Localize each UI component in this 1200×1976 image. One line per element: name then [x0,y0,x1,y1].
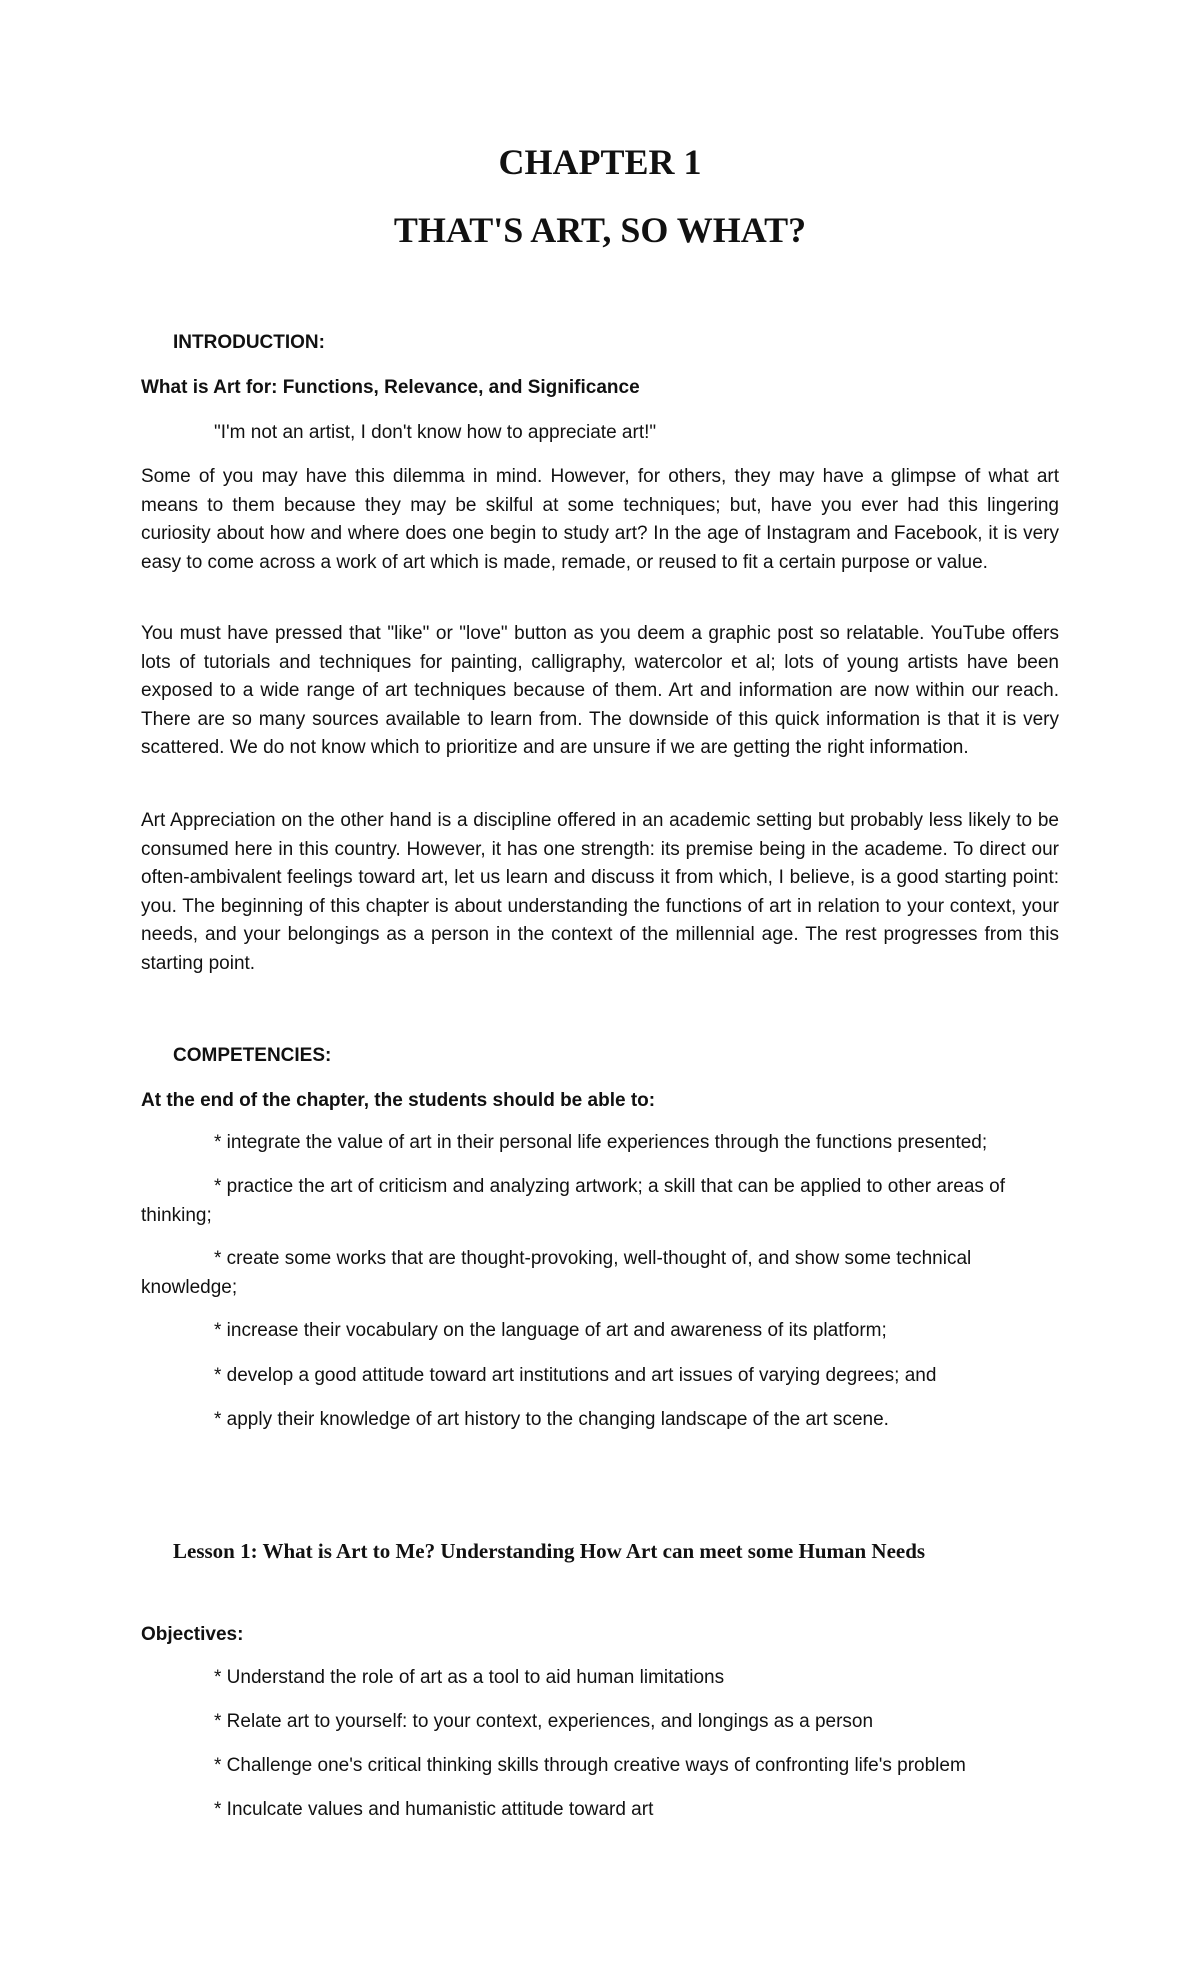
lesson-title: Lesson 1: What is Art to Me? Understanding How Art can meet some Human Needs [173,1539,926,1563]
competency-item: * increase their vocabulary on the language of art and awareness of its platform; [214,1320,887,1341]
competency-item: * integrate the value of art in their personal life experiences through the functions presented; [214,1132,988,1153]
objective-item: * Inculcate values and humanistic attitude toward art [214,1799,654,1820]
competency-item: * create some works that are thought-provoking, well-thought of, and show some technical knowledge; [141,1248,972,1298]
introduction-paragraph-2: You must have pressed that "like" or "love" button as you deem a graphic post so relatable. YouTube offers lots of tutorials and techniques for painting, calligraphy, watercolor et al; lots of young artists have been exposed to a wide range of art techniques because of them. Art and information are now within our reach. There are so many sources available to learn from. The downside of this quick information is that it is very scattered. We do not know which to prioritize and are unsure if we are getting the right information. [141,623,1059,758]
objective-item: * Challenge one's critical thinking skills through creative ways of confronting life's problem [214,1755,966,1776]
introduction-heading: INTRODUCTION: [173,332,325,353]
competencies-heading: COMPETENCIES: [173,1045,332,1066]
chapter-number: CHAPTER 1 [498,142,702,182]
competency-item: * develop a good attitude toward art institutions and art issues of varying degrees; and [214,1365,937,1386]
objective-item: * Relate art to yourself: to your context, experiences, and longings as a person [214,1711,874,1732]
objective-item: * Understand the role of art as a tool to aid human limitations [214,1667,725,1688]
objectives-heading: Objectives: [141,1624,244,1645]
competency-item: * apply their knowledge of art history to the changing landscape of the art scene. [214,1409,889,1430]
competency-item: * practice the art of criticism and analyzing artwork; a skill that can be applied to other areas of thinking; [141,1176,1006,1226]
chapter-title: THAT'S ART, SO WHAT? [393,210,807,250]
introduction-paragraph-1: Some of you may have this dilemma in mind. However, for others, they may have a glimpse of what art means to them because they may be skilful at some techniques; but, have you ever had this lingering curiosity about how and where does one begin to study art? In the age of Instagram and Facebook, it is very easy to come across a work of art which is made, remade, or reused to fit a certain purpose or value. [141,466,1059,573]
introduction-paragraph-3: Art Appreciation on the other hand is a discipline offered in an academic setting but probably less likely to be consumed here in this country. However, it has one strength: its premise being in the academe. To direct our often-ambivalent feelings toward art, let us learn and discuss it from which, I believe, is a good starting point: you. The beginning of this chapter is about understanding the functions of art in relation to your context, your needs, and your belongings as a person in the context of the millennial age. The rest progresses from this starting point. [141,810,1059,974]
introduction-subtitle: What is Art for: Functions, Relevance, and Significance [141,377,640,398]
competencies-lead: At the end of the chapter, the students should be able to: [141,1090,656,1111]
introduction-quote: "I'm not an artist, I don't know how to appreciate art!" [214,422,657,443]
